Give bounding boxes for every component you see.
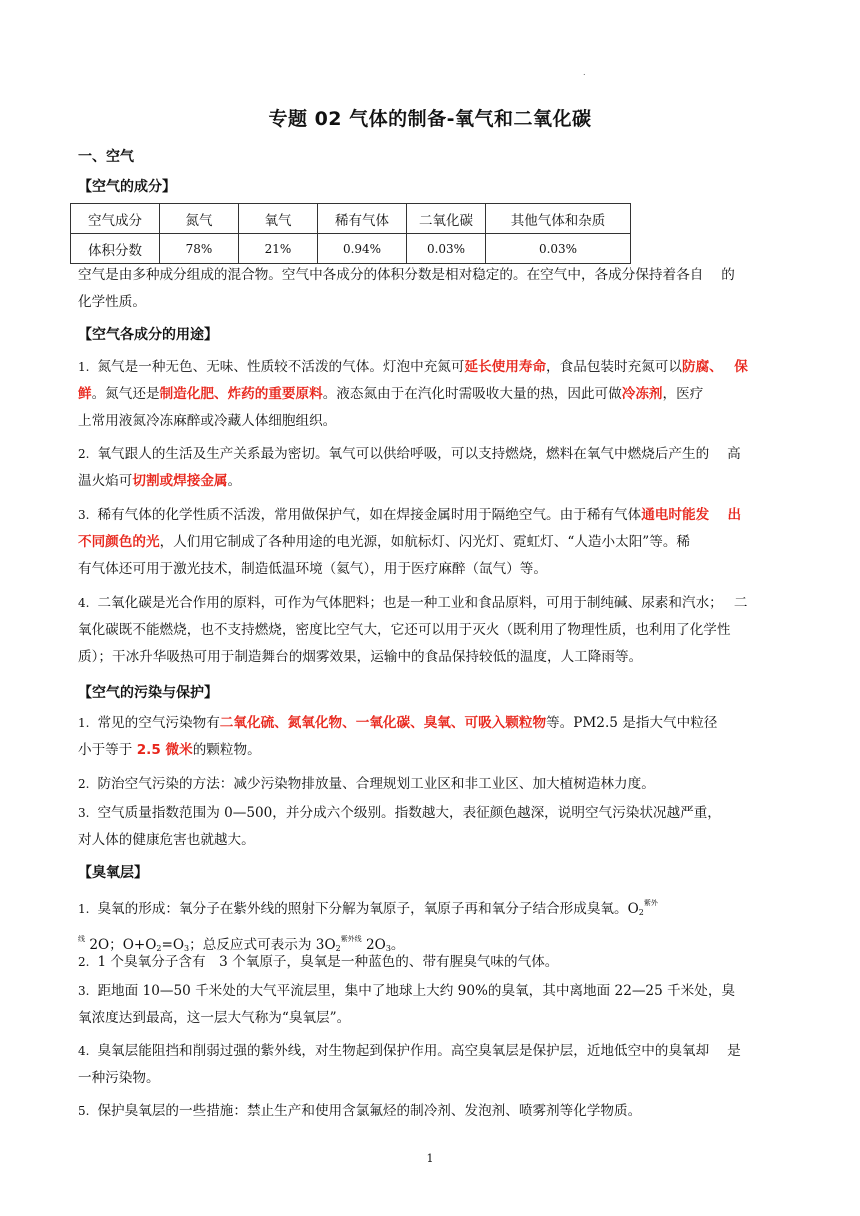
text: 。氮气还是 [91, 386, 160, 402]
ozone-item-5 [78, 1098, 782, 1125]
text-line [78, 354, 782, 381]
text-line [78, 381, 782, 408]
table-cell: 0.03% [486, 234, 631, 264]
highlight-text: 二氧化硫、氮氧化物、一氧化碳、臭氧、可吸入颗粒物 [219, 715, 547, 731]
highlight-text: 延长使用寿命 [464, 359, 547, 375]
text-line [78, 1098, 782, 1125]
subscript: 2 [335, 944, 341, 953]
text-line: 质）；干冰升华吸热可用于制造舞台的烟雾效果，运输中的食品保持较低的温度，人工降雨等。 [78, 649, 643, 665]
table-row-label: 体积分数 [71, 234, 160, 264]
list-number: 1. [78, 360, 90, 374]
subscript: 3 [184, 944, 190, 953]
page-title: 专题 02 气体的制备-氧气和二氧化碳 [268, 108, 592, 130]
table-header-cell: 二氧化碳 [407, 204, 486, 234]
table-cell: 21% [239, 234, 318, 264]
ozone-item-4 [78, 1038, 782, 1092]
highlight-text: 制造化肥、炸药的重要原料 [159, 386, 323, 402]
text: 二氧化碳是光合作用的原料，可作为气体肥料；也是一种工业和食品原料，可用于制纯碱、尿素和汽水； 二 [97, 595, 748, 611]
text-line [78, 710, 782, 737]
text: =O [161, 937, 185, 953]
text: 臭氧层能阻挡和削弱过强的紫外线，对生物起到保护作用。高空臭氧层是保护层，近地低空中的臭氧却 是 [97, 1043, 741, 1059]
text: ；总反应式可表示为 3O [189, 937, 336, 953]
text-line [78, 737, 782, 764]
highlight-text: 通电时能发 出 [641, 507, 742, 523]
list-number: 5. [78, 1104, 90, 1118]
uses-item-1 [78, 354, 782, 435]
superscript: 紫外线 [340, 935, 362, 943]
text: ，食品包装时充氮可以 [546, 359, 682, 375]
list-number: 2. [78, 777, 90, 791]
text: 稀有气体的化学性质不活泼，常用做保护气，如在焊接金属时用于隔绝空气。由于稀有气体 [97, 507, 642, 523]
pollution-item-1 [78, 710, 782, 764]
text: 。 [227, 473, 242, 489]
text-line [78, 529, 782, 556]
table-cell: 0.94% [318, 234, 407, 264]
text: ，医疗 [662, 386, 704, 402]
ozone-item-2 [78, 949, 782, 976]
text: 的颗粒物。 [192, 742, 261, 758]
pollution-item-3 [78, 800, 782, 854]
uses-item-3 [78, 502, 782, 583]
heading-composition: 【空气的成分】 [78, 179, 176, 195]
table-header-cell: 空气成分 [71, 204, 160, 234]
text-line [78, 590, 782, 617]
text: 氧气跟人的生活及生产关系最为密切。氧气可以供给呼吸，可以支持燃烧，燃料在氧气中燃烧后产生的 高 [97, 446, 741, 462]
text-line [78, 502, 782, 529]
list-number: 3. [78, 508, 90, 522]
text: 2O；O+O [85, 937, 157, 953]
text-line [78, 441, 782, 468]
text: 防治空气污染的方法：减少污染物排放量、合理规划工业区和非工业区、加大植树造林力度。 [97, 776, 655, 792]
text: ，人们用它制成了各种用途的电光源，如航标灯、闪光灯、霓虹灯、“人造小太阳”等。稀 [159, 534, 691, 550]
text: 温火焰可 [78, 473, 133, 489]
highlight-text: 切割或焊接金属 [132, 473, 228, 489]
text-line [78, 1038, 782, 1065]
heading-uses: 【空气各成分的用途】 [78, 327, 218, 343]
text-line [78, 890, 782, 926]
heading-pollution: 【空气的污染与保护】 [78, 685, 218, 701]
table-header-cell: 其他气体和杂质 [486, 204, 631, 234]
text-line: 空气是由多种成分组成的混合物。空气中各成分的体积分数是相对稳定的。在空气中，各成分保持着各自 的 [78, 267, 735, 283]
highlight-text: 防腐、 保 [681, 359, 748, 375]
superscript: 紫外 [643, 899, 658, 907]
text-line [78, 468, 782, 495]
superscript: 线 [78, 935, 85, 943]
list-number: 1. [78, 902, 90, 916]
table-header-cell: 氮气 [160, 204, 239, 234]
text-line: 有气体还可用于激光技术，制造低温环境（氦气），用于医疗麻醉（氙气）等。 [78, 561, 547, 577]
list-number: 2. [78, 955, 90, 969]
list-number: 3. [78, 984, 90, 998]
subscript: 2 [638, 908, 644, 917]
section-heading-air: 一、空气 [78, 149, 134, 165]
table-header-cell: 稀有气体 [318, 204, 407, 234]
text-line [78, 800, 782, 827]
text-line [78, 949, 782, 976]
text: 保护臭氧层的一些措施：禁止生产和使用含氯氟烃的制冷剂、发泡剂、喷雾剂等化学物质。 [97, 1103, 642, 1119]
text-line: 化学性质。 [78, 294, 146, 310]
ozone-item-3 [78, 978, 782, 1032]
text: 距地面 10—50 千米处的大气平流层里，集中了地球上大约 90%的臭氧，其中离地面 22—25 千米处，臭 [97, 983, 736, 999]
text-line: 氧浓度达到最高，这一层大气称为“臭氧层”。 [78, 1010, 351, 1026]
text-line: 对人体的健康危害也就越大。 [78, 832, 255, 848]
text: 臭氧的形成：氧分子在紫外线的照射下分解为氧原子，氧原子再和氧分子结合形成臭氧。O [97, 901, 639, 917]
list-number: 4. [78, 596, 90, 610]
text-line [78, 771, 782, 798]
table-header-cell: 氧气 [239, 204, 318, 234]
highlight-text: 不同颜色的光 [78, 534, 160, 550]
text: 常见的空气污染物有 [97, 715, 220, 731]
page-number: 1 [426, 1152, 434, 1165]
text: 。液态氮由于在汽化时需吸收大量的热，因此可做 [322, 386, 622, 402]
text-line: 一种污染物。 [78, 1070, 160, 1086]
uses-item-2 [78, 441, 782, 495]
list-number: 4. [78, 1044, 90, 1058]
text: 氮气是一种无色、无味、性质较不活泼的气体。灯泡中充氮可 [97, 359, 465, 375]
table-cell: 0.03% [407, 234, 486, 264]
subscript: 2 [156, 944, 162, 953]
highlight-text: 冷冻剂 [621, 386, 663, 402]
highlight-text: 鲜 [78, 386, 92, 402]
table-header-row [71, 204, 631, 234]
text: 空气质量指数范围为 0—500，并分成六个级别。指数越大，表征颜色越深，说明空气污染状况越严重， [97, 805, 721, 821]
text: 。 [390, 937, 405, 953]
subscript: 3 [385, 944, 391, 953]
list-number: 2. [78, 447, 90, 461]
text: 2O [361, 937, 386, 953]
highlight-text: 2.5 微米 [136, 742, 193, 758]
uses-item-4 [78, 590, 782, 671]
list-number: 1. [78, 716, 90, 730]
table-row [71, 234, 631, 264]
text-line: 氧化碳既不能燃烧，也不支持燃烧，密度比空气大，它还可以用于灭火（既利用了物理性质，也利用了化学性 [78, 622, 731, 638]
text-line [78, 978, 782, 1005]
text: 等。PM2.5 是指大气中粒径 [546, 715, 718, 731]
text: 1 个臭氧分子含有 3 个氧原子，臭氧是一种蓝色的、带有腥臭气味的气体。 [97, 954, 559, 970]
text-line: 上常用液氮冷冻麻醉或冷藏人体细胞组织。 [78, 413, 337, 429]
list-number: 3. [78, 806, 90, 820]
air-composition-table [70, 203, 631, 264]
text: 小于等于 [78, 742, 137, 758]
composition-paragraph [78, 262, 782, 316]
table-cell: 78% [160, 234, 239, 264]
header-dot: . [583, 68, 586, 77]
pollution-item-2 [78, 771, 782, 798]
heading-ozone: 【臭氧层】 [78, 865, 148, 881]
